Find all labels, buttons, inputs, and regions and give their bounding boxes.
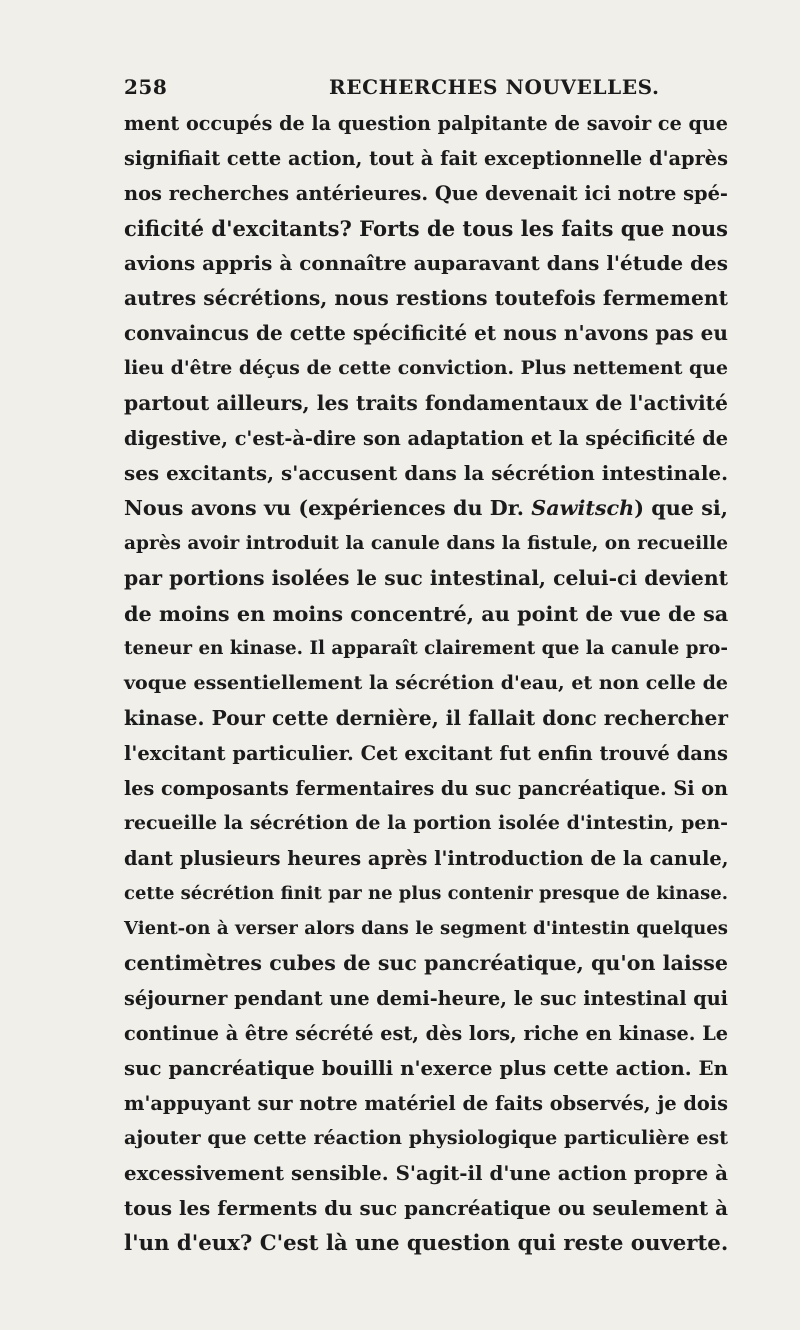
text-line: continue à être sécrété est, dès lors, riche en kinase. Le xyxy=(124,1022,728,1045)
text-line xyxy=(124,491,728,526)
text-line: l'excitant particulier. Cet excitant fut enfin trouvé dans xyxy=(124,742,728,765)
page-header xyxy=(124,75,724,105)
text-line: cificité d'excitants? Forts de tous les faits que nous xyxy=(124,216,729,241)
text-line: Vient-on à verser alors dans le segment d'intestin quelques xyxy=(124,918,728,939)
text-line: centimètres cubes de suc pancréatique, qu'on laisse xyxy=(124,951,728,975)
running-head: RECHERCHES NOUVELLES. xyxy=(329,75,660,99)
text-line: convaincus de cette spécificité et nous n'avons pas eu xyxy=(124,321,728,345)
text-line: ses excitants, s'accusent dans la sécrétion intestinale. xyxy=(124,461,728,485)
text-line: dant plusieurs heures après l'introduction de la canule, xyxy=(124,847,729,870)
text-line: avions appris à connaître auparavant dans l'étude des xyxy=(124,251,728,275)
text-line: suc pancréatique bouilli n'exerce plus cette action. En xyxy=(124,1056,728,1080)
text-line: teneur en kinase. Il apparaît clairement que la canule pro- xyxy=(124,638,728,659)
text-segment: ) que si, xyxy=(634,496,728,520)
text-line: voque essentiellement la sécrétion d'eau, et non celle de xyxy=(124,672,728,694)
text-line: nos recherches antérieures. Que devenait ici notre spé- xyxy=(124,182,728,205)
text-line: séjourner pendant une demi-heure, le suc intestinal qui xyxy=(124,987,728,1010)
text-line: autres sécrétions, nous restions toutefois fermement xyxy=(124,286,728,310)
text-line: par portions isolées le suc intestinal, celui-ci devient xyxy=(124,566,729,590)
text-line: l'un d'eux? C'est là une question qui reste ouverte. xyxy=(124,1231,729,1256)
text-line: digestive, c'est-à-dire son adaptation et la spécificité de xyxy=(124,427,728,450)
text-line: recueille la sécrétion de la portion isolée d'intestin, pen- xyxy=(124,812,728,834)
text-line: les composants fermentaires du suc pancréatique. Si on xyxy=(124,777,728,800)
author-name: Sawitsch xyxy=(531,496,635,520)
text-line: après avoir introduit la canule dans la fistule, on recueille xyxy=(124,533,728,554)
text-line: de moins en moins concentré, au point de vue de sa xyxy=(124,601,729,626)
text-line: tous les ferments du suc pancréatique ou seulement à xyxy=(124,1196,729,1220)
page-number: 258 xyxy=(124,75,168,99)
text-line: signifiait cette action, tout à fait exceptionnelle d'après xyxy=(124,147,728,170)
text-line: lieu d'être déçus de cette conviction. Plus nettement que xyxy=(124,357,728,379)
text-segment: Nous avons vu (expériences du Dr. xyxy=(124,496,532,520)
text-line: excessivement sensible. S'agit-il d'une action propre à xyxy=(124,1161,728,1185)
body-paragraph xyxy=(124,106,728,1261)
text-line: kinase. Pour cette dernière, il fallait donc rechercher xyxy=(124,706,728,730)
text-line: ajouter que cette réaction physiologique particulière est xyxy=(124,1127,728,1149)
text-line: partout ailleurs, les traits fondamentaux de l'activité xyxy=(124,391,728,415)
text-line: cette sécrétion finit par ne plus contenir presque de kinase. xyxy=(124,883,728,904)
text-line: m'appuyant sur notre matériel de faits observés, je dois xyxy=(124,1092,729,1115)
text-line: ment occupés de la question palpitante de savoir ce que xyxy=(124,112,728,135)
